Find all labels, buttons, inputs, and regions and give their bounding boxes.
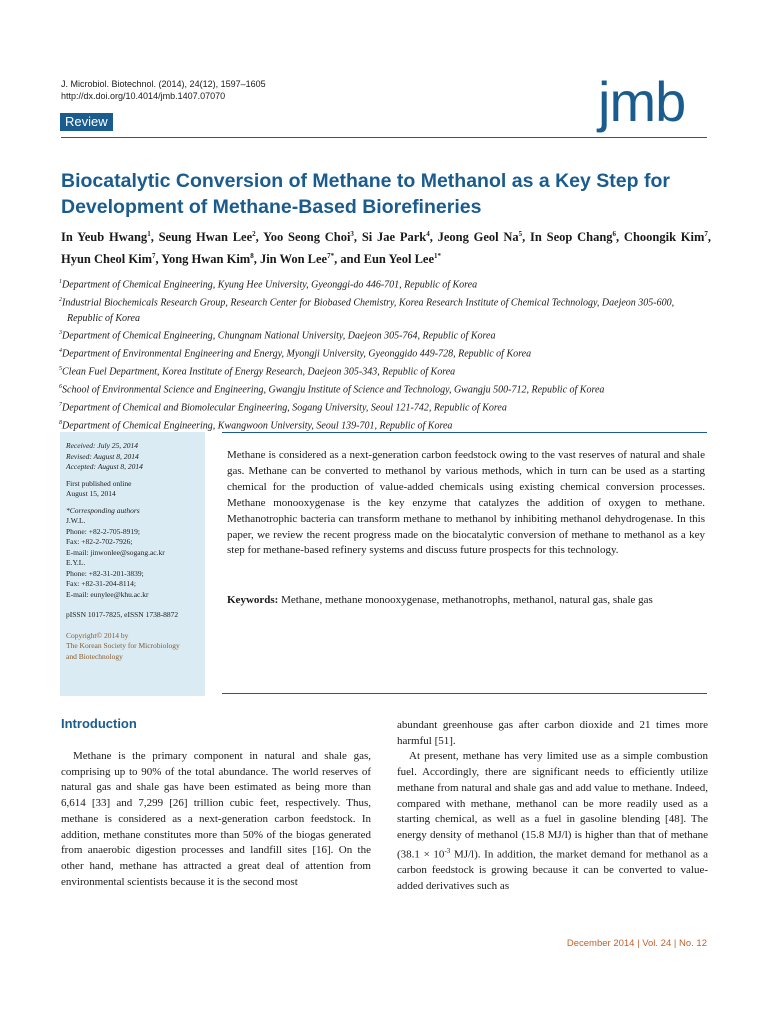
affiliation-text: Clean Fuel Department, Korea Institute of Energy Research, Daejeon 305-343, Republic of Korea: [62, 366, 456, 378]
corresponding-label: *Corresponding authors: [66, 505, 140, 515]
citation-line: J. Microbiol. Biotechnol. (2014), 24(12), 1597–1605: [61, 79, 266, 89]
contact-line: J.W.L.: [66, 516, 86, 525]
author-separator: ,: [150, 230, 159, 245]
citation: [61, 78, 266, 102]
journal-logo: jmb: [598, 70, 686, 133]
issue-footer: December 2014 | Vol. 24 | No. 12: [566, 938, 707, 949]
author-separator: ,: [353, 230, 362, 245]
affiliation-text: Department of Chemical Engineering, Kyung Hee University, Gyeonggi-do 446-701, Republic of Korea: [62, 279, 478, 291]
author-affil-marker: 2: [252, 230, 256, 238]
author-separator: ,: [429, 230, 438, 245]
abstract-divider-top: [222, 432, 707, 433]
author-name: Yoo Seong Choi: [263, 230, 351, 245]
body-column-right: [397, 718, 708, 894]
affiliation-text: Industrial Biochemicals Research Group, Research Center for Biobased Chemistry, Korea Research Institute of Chemical Technology, Daejeon 305-600, Republic of Korea: [62, 297, 675, 324]
affiliation: [59, 326, 709, 344]
keywords: [227, 593, 707, 608]
affiliation: [59, 380, 709, 398]
author-separator: ,: [522, 230, 531, 245]
first-published-label: First published online: [66, 478, 132, 488]
email-link[interactable]: E-mail: eunylee@khu.ac.kr: [66, 589, 149, 599]
affiliation-number: 1: [59, 279, 62, 285]
contact-line: Phone: +82-31-201-3839;: [66, 568, 144, 578]
author-affil-marker: 6: [612, 230, 617, 238]
body-column-left: [61, 749, 371, 890]
issn: pISSN 1017-7825, eISSN 1738-8872: [66, 610, 179, 619]
author-list: [61, 225, 711, 269]
author-affil-marker: 1*: [434, 252, 442, 261]
society-name: The Korean Society for Microbiology: [66, 641, 180, 650]
contact-line: E.Y.L.: [66, 558, 86, 567]
author-affil-marker: 5: [518, 230, 523, 238]
affiliation-number: 8: [59, 420, 62, 427]
author-separator: ,: [255, 230, 264, 245]
author-affil-marker: 7*: [327, 252, 335, 261]
article-type-badge: Review: [60, 113, 113, 131]
author-name: In Seop Chang: [530, 230, 613, 245]
paragraph: Methane is the primary component in natural and shale gas, comprising up to 90% of the total abundance. The world reserves of natural gas and shale gas have been estimated as being more than 6,614 [33] and 7,299 [26] trillion cubic feet, respectively. Thus, methane is considered as a next-generation carbon feedstock. In addition, methane constitutes more than 50% of the biogas generated from anaerobic digestion processes and landfill sites [16]. On the other hand, methane has attracted a great deal of attention from environmental scientists because it is the second most: [61, 750, 371, 888]
affiliation-number: 2: [59, 296, 62, 303]
abstract-text: Methane is considered as a next-generation carbon feedstock owing to the vast reserves of natural and shale gas. Methane can be converted to methanol by various methods, which in turn can be used as a starting chemical for the production of value-added chemicals using existing chemical conversion processes. Methane monooxygenase is the key enzyme that catalyzes the addition of oxygen to methane. Methanotrophic bacteria can transform methane to methanol by inhibiting methanol dehydrogenase. In this paper, we review the recent progress made on the biocatalytic conversion of methane to methanol as a key step for methane-based refinery systems and discuss future prospects for this technology.: [227, 449, 705, 557]
affiliation-text: Department of Chemical Engineering, Chungnam National University, Daejeon 305-764, Republic of Korea: [62, 330, 496, 342]
author-name: Jeong Geol Na: [437, 230, 519, 245]
contact-line: Fax: +82-31-204-8114;: [66, 579, 136, 588]
affiliation-number: 7: [59, 402, 62, 409]
section-heading: Introduction: [61, 716, 137, 731]
article-info-box: [60, 432, 205, 696]
author-name: Jin Won Lee: [259, 252, 328, 267]
affiliation-number: 5: [59, 366, 62, 373]
doi-link[interactable]: http://dx.doi.org/10.4014/jmb.1407.07070: [61, 91, 226, 101]
accepted-date: Accepted: August 8, 2014: [66, 462, 143, 471]
paragraph-text: At present, methane has very limited use as a simple combustion fuel. Accordingly, there are significant needs to efficiently utilize methane from natural and shale gas and add value to methane. Indeed, compared with methane, methanol can be more readily used as a starting chemical, as well as a fuel in gasoline blending [48]. The energy density of methanol (15.8 MJ/l) is higher than that of methane (38.1 × 10: [397, 750, 708, 861]
affiliation: [59, 362, 709, 380]
author-separator: ,: [155, 252, 162, 267]
author-affil-marker: 3: [350, 230, 354, 238]
author-separator: , and: [334, 252, 364, 267]
revised-date: Revised: August 8, 2014: [66, 451, 139, 461]
affiliation-list: [59, 275, 709, 434]
author-name: Seung Hwan Lee: [158, 230, 253, 245]
author-affil-marker: 4: [426, 230, 430, 238]
author-affil-marker: 8: [250, 252, 254, 261]
author-name: In Yeub Hwang: [61, 230, 148, 245]
affiliation: [59, 398, 709, 416]
author-name: Eun Yeol Lee: [363, 252, 435, 267]
affiliation: [59, 293, 709, 327]
contact-line: Phone: +82-2-705-8919;: [66, 526, 141, 536]
paragraph: abundant greenhouse gas after carbon dioxide and 21 times more harmful [51].: [397, 719, 708, 747]
author-affil-marker: 7: [704, 230, 708, 238]
received-date: Received: July 25, 2014: [66, 441, 139, 450]
affiliation-text: School of Environmental Science and Engineering, Gwangju Institute of Science and Technology, Gwangju 500-712, Republic of Korea: [62, 384, 605, 396]
copyright: Copyright© 2014 by: [66, 630, 129, 640]
author-name: Si Jae Park: [361, 230, 427, 245]
first-published-date: August 15, 2014: [66, 489, 116, 498]
affiliation-text: Department of Environmental Engineering and Energy, Myongji University, Gyeonggido 449-728, Republic of Korea: [62, 348, 532, 360]
affiliation-number: 4: [59, 348, 62, 355]
author-separator: ,: [253, 252, 260, 267]
affiliation: [59, 344, 709, 362]
author-name: Choongik Kim: [623, 230, 705, 245]
author-affil-marker: 7: [152, 252, 156, 261]
header-divider: [61, 137, 707, 138]
keywords-label: Keywords:: [227, 594, 279, 606]
paragraph: [397, 749, 708, 894]
affiliation-number: 6: [59, 384, 62, 391]
affiliation-text: Department of Chemical Engineering, Kwangwoon University, Seoul 139-701, Republic of Korea: [62, 420, 453, 432]
author-name: Hyun Cheol Kim: [61, 252, 152, 267]
affiliation-number: 3: [59, 330, 62, 337]
article-title: Biocatalytic Conversion of Methane to Methanol as a Key Step for Development of Methane-Based Biorefineries: [61, 170, 670, 218]
author-separator: ,: [616, 230, 624, 245]
author-name: Yong Hwan Kim: [161, 252, 251, 267]
author-affil-marker: 1: [147, 230, 151, 238]
keywords-list: Methane, methane monooxygenase, methanotrophs, methanol, natural gas, shale gas: [281, 594, 653, 606]
email-link[interactable]: E-mail: jinwonlee@sogang.ac.kr: [66, 547, 165, 557]
paragraph-text: MJ/l). In addition, the market demand for methanol as a carbon feedstock is growing because it can be converted to value-added derivatives such as: [397, 848, 708, 892]
society-name: and Biotechnology: [66, 651, 123, 661]
contact-line: Fax: +82-2-702-7926;: [66, 537, 133, 546]
author-separator: ,: [707, 230, 712, 245]
abstract-divider-bottom: [222, 693, 707, 694]
affiliation: [59, 275, 709, 293]
affiliation-text: Department of Chemical and Biomolecular Engineering, Sogang University, Seoul 121-742, Republic of Korea: [62, 402, 507, 414]
exponent: -3: [444, 846, 451, 855]
